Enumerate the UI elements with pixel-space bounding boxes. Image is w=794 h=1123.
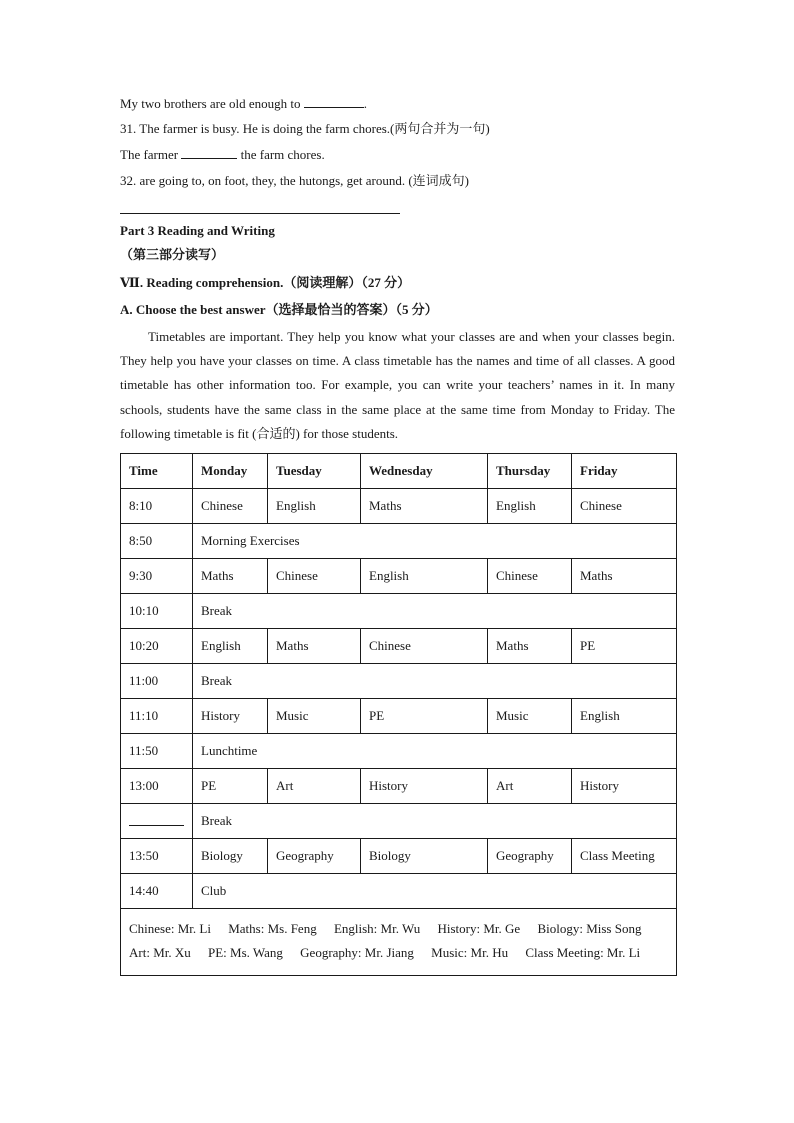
teachers-note bbox=[121, 909, 677, 976]
header-cell: Thursday bbox=[488, 454, 572, 489]
table-row bbox=[121, 874, 677, 909]
answer-blank[interactable] bbox=[304, 96, 364, 108]
teacher-entry: Chinese: Mr. Li bbox=[129, 921, 211, 936]
subject-cell: PE bbox=[572, 629, 677, 664]
teacher-entry: Biology: Miss Song bbox=[537, 921, 642, 936]
subject-cell: Chinese bbox=[488, 559, 572, 594]
subject-cell: Maths bbox=[193, 559, 268, 594]
activity-cell: Break bbox=[193, 664, 677, 699]
class-timetable bbox=[120, 453, 677, 976]
subject-cell: English bbox=[268, 489, 361, 524]
time-cell: 13:00 bbox=[121, 769, 193, 804]
question-32-answer-blank[interactable] bbox=[120, 213, 400, 214]
table-row bbox=[121, 804, 677, 839]
subject-cell: Chinese bbox=[572, 489, 677, 524]
subject-cell: Chinese bbox=[268, 559, 361, 594]
teacher-entry: Maths: Ms. Feng bbox=[228, 921, 317, 936]
subject-cell: English bbox=[488, 489, 572, 524]
table-row bbox=[121, 769, 677, 804]
teacher-entry: History: Mr. Ge bbox=[437, 921, 521, 936]
header-cell: Time bbox=[121, 454, 193, 489]
time-cell: 11:00 bbox=[121, 664, 193, 699]
period: . bbox=[363, 96, 368, 111]
subject-cell: Chinese bbox=[361, 629, 488, 664]
question-31: 31. The farmer is busy. He is doing the farm chores.(两句合并为一句) bbox=[120, 121, 490, 136]
teacher-entry: PE: Ms. Wang bbox=[208, 945, 283, 960]
subject-cell: PE bbox=[361, 699, 488, 734]
subject-cell: Maths bbox=[572, 559, 677, 594]
subject-cell: English bbox=[193, 629, 268, 664]
teacher-entry: Music: Mr. Hu bbox=[431, 945, 509, 960]
teacher-entry: Art: Mr. Xu bbox=[129, 945, 191, 960]
time-cell: 9:30 bbox=[121, 559, 193, 594]
table-row bbox=[121, 489, 677, 524]
teachers-note-line bbox=[129, 941, 668, 965]
time-cell: 13:50 bbox=[121, 839, 193, 874]
subject-cell: Music bbox=[488, 699, 572, 734]
time-cell: 11:10 bbox=[121, 699, 193, 734]
section-heading: Ⅶ. Reading comprehension.（阅读理解）（27 分） bbox=[120, 275, 411, 290]
teacher-entry: Geography: Mr. Jiang bbox=[300, 945, 414, 960]
subject-cell: Biology bbox=[361, 839, 488, 874]
part-title: Part 3 Reading and Writing bbox=[120, 223, 275, 238]
table-row bbox=[121, 664, 677, 699]
time-cell bbox=[121, 804, 193, 839]
header-cell: Friday bbox=[572, 454, 677, 489]
table-row bbox=[121, 559, 677, 594]
question-31-answer-line bbox=[120, 147, 325, 163]
header-cell: Monday bbox=[193, 454, 268, 489]
header-cell: Wednesday bbox=[361, 454, 488, 489]
activity-cell: Break bbox=[193, 594, 677, 629]
subject-cell: PE bbox=[193, 769, 268, 804]
time-cell: 8:10 bbox=[121, 489, 193, 524]
time-cell: 10:10 bbox=[121, 594, 193, 629]
subject-cell: History bbox=[361, 769, 488, 804]
subject-cell: English bbox=[572, 699, 677, 734]
teacher-entry: Class Meeting: Mr. Li bbox=[525, 945, 641, 960]
subject-cell: Geography bbox=[488, 839, 572, 874]
time-answer-blank[interactable] bbox=[129, 813, 184, 826]
timetable-header-row bbox=[121, 454, 677, 489]
table-row bbox=[121, 699, 677, 734]
subject-cell: Geography bbox=[268, 839, 361, 874]
subject-cell: Biology bbox=[193, 839, 268, 874]
subject-cell: English bbox=[361, 559, 488, 594]
time-cell: 10:20 bbox=[121, 629, 193, 664]
reading-passage: Timetables are important. They help you know what your classes are and when your classes begin. They help you have your classes on time. A class timetable has the names and time of all classes. A good timetable has other information too. For example, you can write your teachers’ names in it. In many schools, students have the same class in the same place at the same time from Monday to Friday. The following timetable is fit (合适的) for those students. bbox=[120, 329, 675, 441]
table-row bbox=[121, 594, 677, 629]
table-row bbox=[121, 734, 677, 769]
table-row bbox=[121, 524, 677, 559]
subject-cell: Art bbox=[488, 769, 572, 804]
subsection-a-heading: A. Choose the best answer（选择最恰当的答案）（5 分） bbox=[120, 302, 438, 317]
header-cell: Tuesday bbox=[268, 454, 361, 489]
question-32: 32. are going to, on foot, they, the hutongs, get around. (连词成句) bbox=[120, 173, 470, 188]
q31-answer-suffix: the farm chores. bbox=[240, 147, 325, 162]
q31-answer-prefix: The farmer bbox=[120, 147, 179, 162]
activity-cell: Club bbox=[193, 874, 677, 909]
teacher-entry: English: Mr. Wu bbox=[333, 921, 421, 936]
part-subtitle: （第三部分读写） bbox=[120, 247, 225, 262]
activity-cell: Break bbox=[193, 804, 677, 839]
subject-cell: Maths bbox=[488, 629, 572, 664]
subject-cell: History bbox=[572, 769, 677, 804]
subject-cell: Art bbox=[268, 769, 361, 804]
subject-cell: Maths bbox=[268, 629, 361, 664]
time-cell: 8:50 bbox=[121, 524, 193, 559]
subject-cell: Chinese bbox=[193, 489, 268, 524]
subject-cell: Maths bbox=[361, 489, 488, 524]
subject-cell: Music bbox=[268, 699, 361, 734]
answer-blank[interactable] bbox=[181, 147, 237, 159]
subject-cell: History bbox=[193, 699, 268, 734]
table-row bbox=[121, 629, 677, 664]
exercise-line-30-text: My two brothers are old enough to bbox=[120, 96, 301, 111]
exercise-line-30 bbox=[120, 96, 367, 112]
time-cell: 11:50 bbox=[121, 734, 193, 769]
teachers-note-line bbox=[129, 917, 668, 941]
activity-cell: Lunchtime bbox=[193, 734, 677, 769]
activity-cell: Morning Exercises bbox=[193, 524, 677, 559]
time-cell: 14:40 bbox=[121, 874, 193, 909]
teachers-note-row bbox=[121, 909, 677, 976]
subject-cell: Class Meeting bbox=[572, 839, 677, 874]
table-row bbox=[121, 839, 677, 874]
